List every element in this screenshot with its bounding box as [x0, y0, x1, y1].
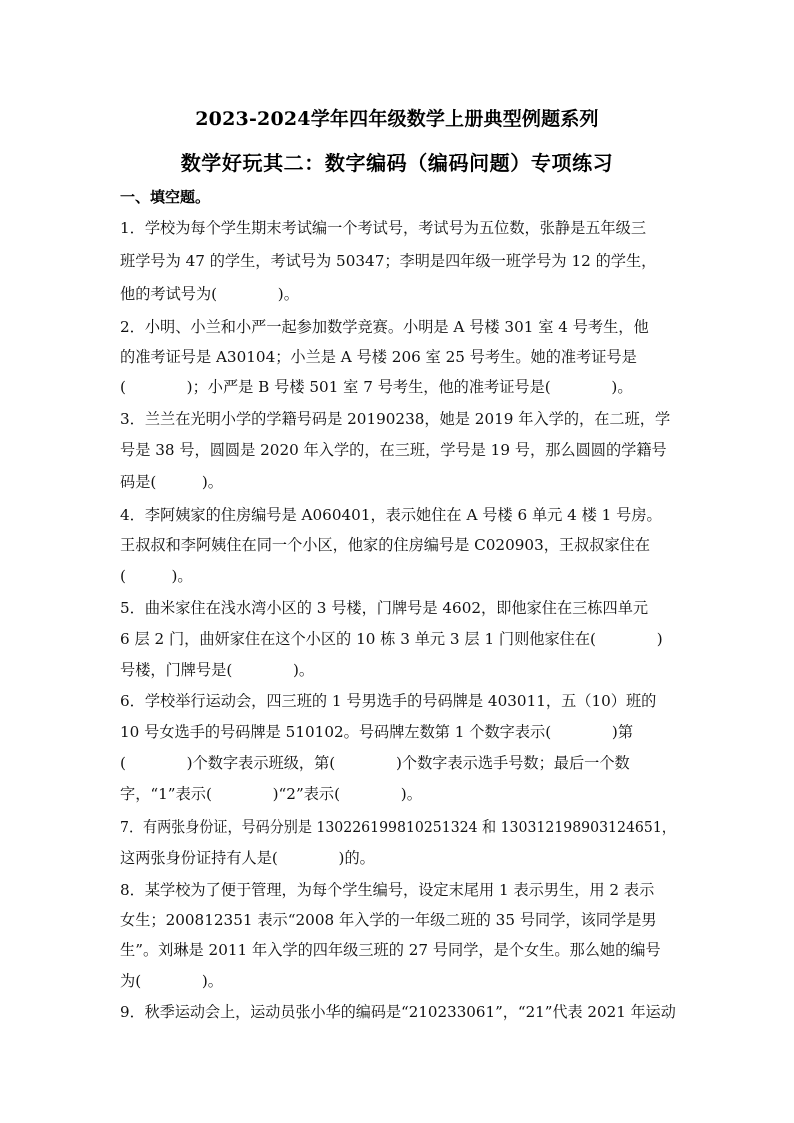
- text-line: 的准考证号是 A30104；小兰是 A 号楼 206 室 25 号考生。她的准考证号是: [120, 348, 637, 366]
- text-line: 为( )。: [120, 972, 223, 990]
- text-line: 1．学校为每个学生期末考试编一个考试号，考试号为五位数，张静是五年级三: [120, 219, 647, 237]
- section-heading: 一、填空题。: [120, 188, 211, 206]
- text-line: 码是( )。: [120, 473, 223, 491]
- text-line: ( )个数字表示班级，第( )个数字表示选手号数；最后一个数: [120, 754, 630, 772]
- text-line: 号楼，门牌号是( )。: [120, 661, 315, 679]
- text-line: 号是 38 号，圆圆是 2020 年入学的，在三班，学号是 19 号，那么圆圆的学籍号: [120, 441, 667, 459]
- text-line: 7．有两张身份证，号码分别是 130226199810251324 和 130312198903124651，: [120, 818, 676, 836]
- text-line: 5．曲米家住在浅水湾小区的 3 号楼，门牌号是 4602，即他家住在三栋四单元: [120, 599, 649, 617]
- text-line: ( )；小严是 B 号楼 501 室 7 号考生，他的准考证号是( )。: [120, 378, 633, 396]
- text-line: 女生；200812351 表示“2008 年入学的一年级二班的 35 号同学，该同学是男: [120, 911, 657, 929]
- text-line: 班学号为 47 的学生，考试号为 50347；李明是四年级一班学号为 12 的学生，: [120, 252, 657, 270]
- document-title: 2023-2024学年四年级数学上册典型例题系列: [195, 108, 599, 130]
- text-line: 2．小明、小兰和小严一起参加数学竞赛。小明是 A 号楼 301 室 4 号考生，他: [120, 318, 649, 336]
- text-line: 字，“1”表示( )“2”表示( )。: [120, 785, 422, 803]
- document-subtitle: 数学好玩其二：数字编码（编码问题）专项练习: [180, 151, 614, 175]
- text-line: 这两张身份证持有人是( )的。: [120, 849, 375, 867]
- text-line: 8．某学校为了便于管理，为每个学生编号，设定末尾用 1 表示男生，用 2 表示: [120, 881, 655, 899]
- text-line: 9．秋季运动会上，运动员张小华的编码是“210233061”，“21”代表 2021 年运动: [120, 1003, 676, 1021]
- text-line: ( )。: [120, 567, 193, 585]
- text-line: 6．学校举行运动会，四三班的 1 号男选手的号码牌是 403011，五（10）班的: [120, 692, 657, 710]
- text-line: 4．李阿姨家的住房编号是 A060401，表示她住在 A 号楼 6 单元 4 楼 1 号房。: [120, 506, 662, 524]
- text-line: 3．兰兰在光明小学的学籍号码是 20190238，她是 2019 年入学的，在二班，学: [120, 410, 671, 428]
- text-line: 生”。刘琳是 2011 年入学的四年级三班的 27 号同学，是个女生。那么她的编号: [120, 941, 661, 959]
- text-line: 王叔叔和李阿姨住在同一个小区，他家的住房编号是 C020903，王叔叔家住在: [120, 536, 651, 554]
- text-line: 他的考试号为( )。: [120, 285, 299, 303]
- text-line: 10 号女选手的号码牌是 510102。号码牌左数第 1 个数字表示( )第: [120, 723, 634, 741]
- text-line: 6 层 2 门，曲妍家住在这个小区的 10 栋 3 单元 3 层 1 门则他家住在( ): [120, 630, 663, 648]
